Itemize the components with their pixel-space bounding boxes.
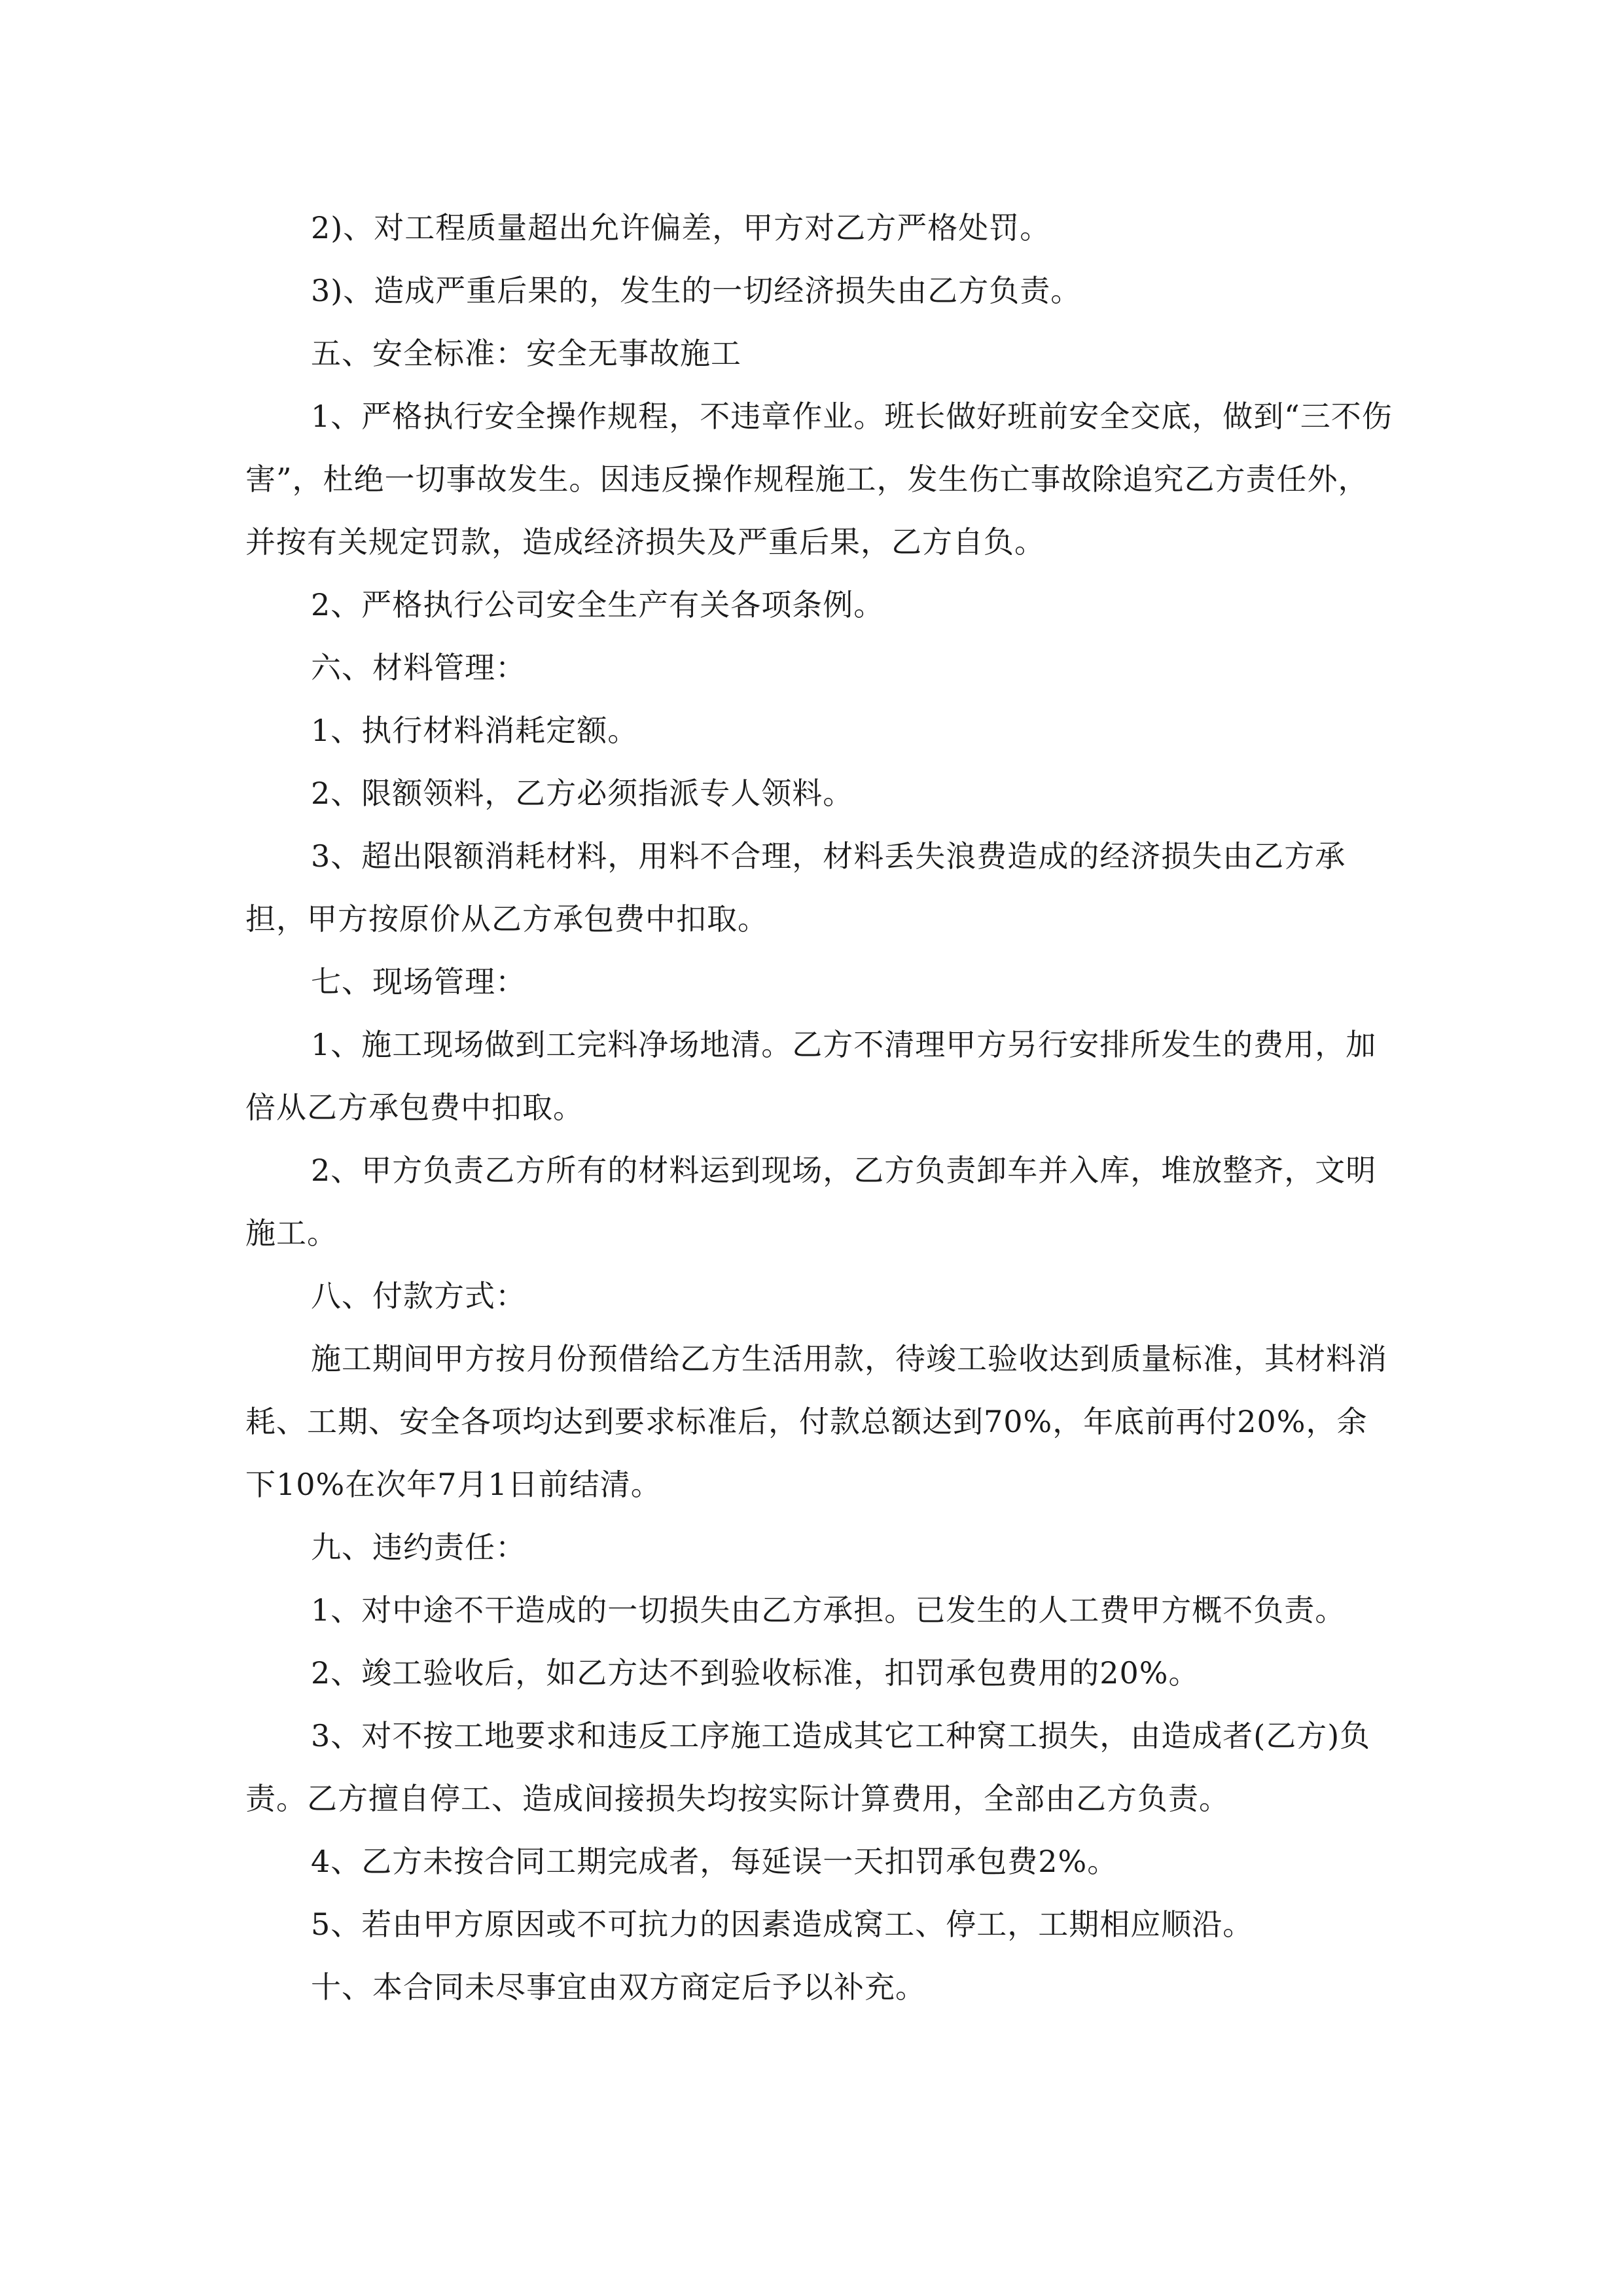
document-body bbox=[245, 196, 1397, 2018]
section-heading-payment: 八、付款方式： bbox=[311, 1278, 526, 1314]
clause-material-requisition: 2、限额领料，乙方必须指派专人领料。 bbox=[311, 776, 854, 811]
section-heading-materials: 六、材料管理： bbox=[311, 650, 526, 685]
clause-breach-force-majeure: 5、若由甲方原因或不可抗力的因素造成窝工、停工，工期相应顺沿。 bbox=[311, 1907, 1254, 1942]
clause-safety-rules: 1、严格执行安全操作规程，不违章作业。班长做好班前安全交底，做到“三不伤害”，杜绝一切事故发生。因违反操作规程施工，发生伤亡事故除追究乙方责任外，并按有关规定罚款，造成经济损失及严重后果，乙方自负。 bbox=[245, 399, 1393, 560]
clause-site-cleanup: 1、施工现场做到工完料净场地清。乙方不清理甲方另行安排所发生的费用，加倍从乙方承包费中扣取。 bbox=[245, 1027, 1377, 1125]
clause-breach-delay: 4、乙方未按合同工期完成者，每延误一天扣罚承包费2%。 bbox=[311, 1844, 1118, 1879]
clause-material-quota: 1、执行材料消耗定额。 bbox=[311, 713, 639, 748]
clause-payment-terms: 施工期间甲方按月份预借给乙方生活用款，待竣工验收达到质量标准，其材料消耗、工期、安全各项均达到要求标准后，付款总额达到70%，年底前再付20%，余下10%在次年7月1日前结清。 bbox=[245, 1341, 1387, 1502]
section-heading-supplement: 十、本合同未尽事宜由双方商定后予以补充。 bbox=[311, 1969, 926, 2005]
section-heading-safety: 五、安全标准：安全无事故施工 bbox=[311, 336, 741, 371]
clause-quality-penalty: 2)、对工程质量超出允许偏差，甲方对乙方严格处罚。 bbox=[311, 210, 1051, 245]
clause-safety-regulations: 2、严格执行公司安全生产有关各项条例。 bbox=[311, 587, 885, 622]
clause-loss-liability: 3)、造成严重后果的，发生的一切经济损失由乙方负责。 bbox=[311, 273, 1082, 308]
clause-breach-acceptance: 2、竣工验收后，如乙方达不到验收标准，扣罚承包费用的20%。 bbox=[311, 1655, 1200, 1691]
clause-breach-abandon: 1、对中途不干造成的一切损失由乙方承担。已发生的人工费甲方概不负责。 bbox=[311, 1592, 1346, 1628]
section-heading-breach: 九、违约责任： bbox=[311, 1530, 526, 1565]
section-heading-site: 七、现场管理： bbox=[311, 964, 526, 999]
clause-material-overuse: 3、超出限额消耗材料，用料不合理，材料丢失浪费造成的经济损失由乙方承担，甲方按原价从乙方承包费中扣取。 bbox=[245, 838, 1346, 937]
clause-breach-procedure: 3、对不按工地要求和违反工序施工造成其它工种窝工损失，由造成者(乙方)负责。乙方擅自停工、造成间接损失均按实际计算费用，全部由乙方负责。 bbox=[245, 1718, 1371, 1816]
clause-site-unloading: 2、甲方负责乙方所有的材料运到现场，乙方负责卸车并入库，堆放整齐，文明施工。 bbox=[245, 1153, 1377, 1251]
